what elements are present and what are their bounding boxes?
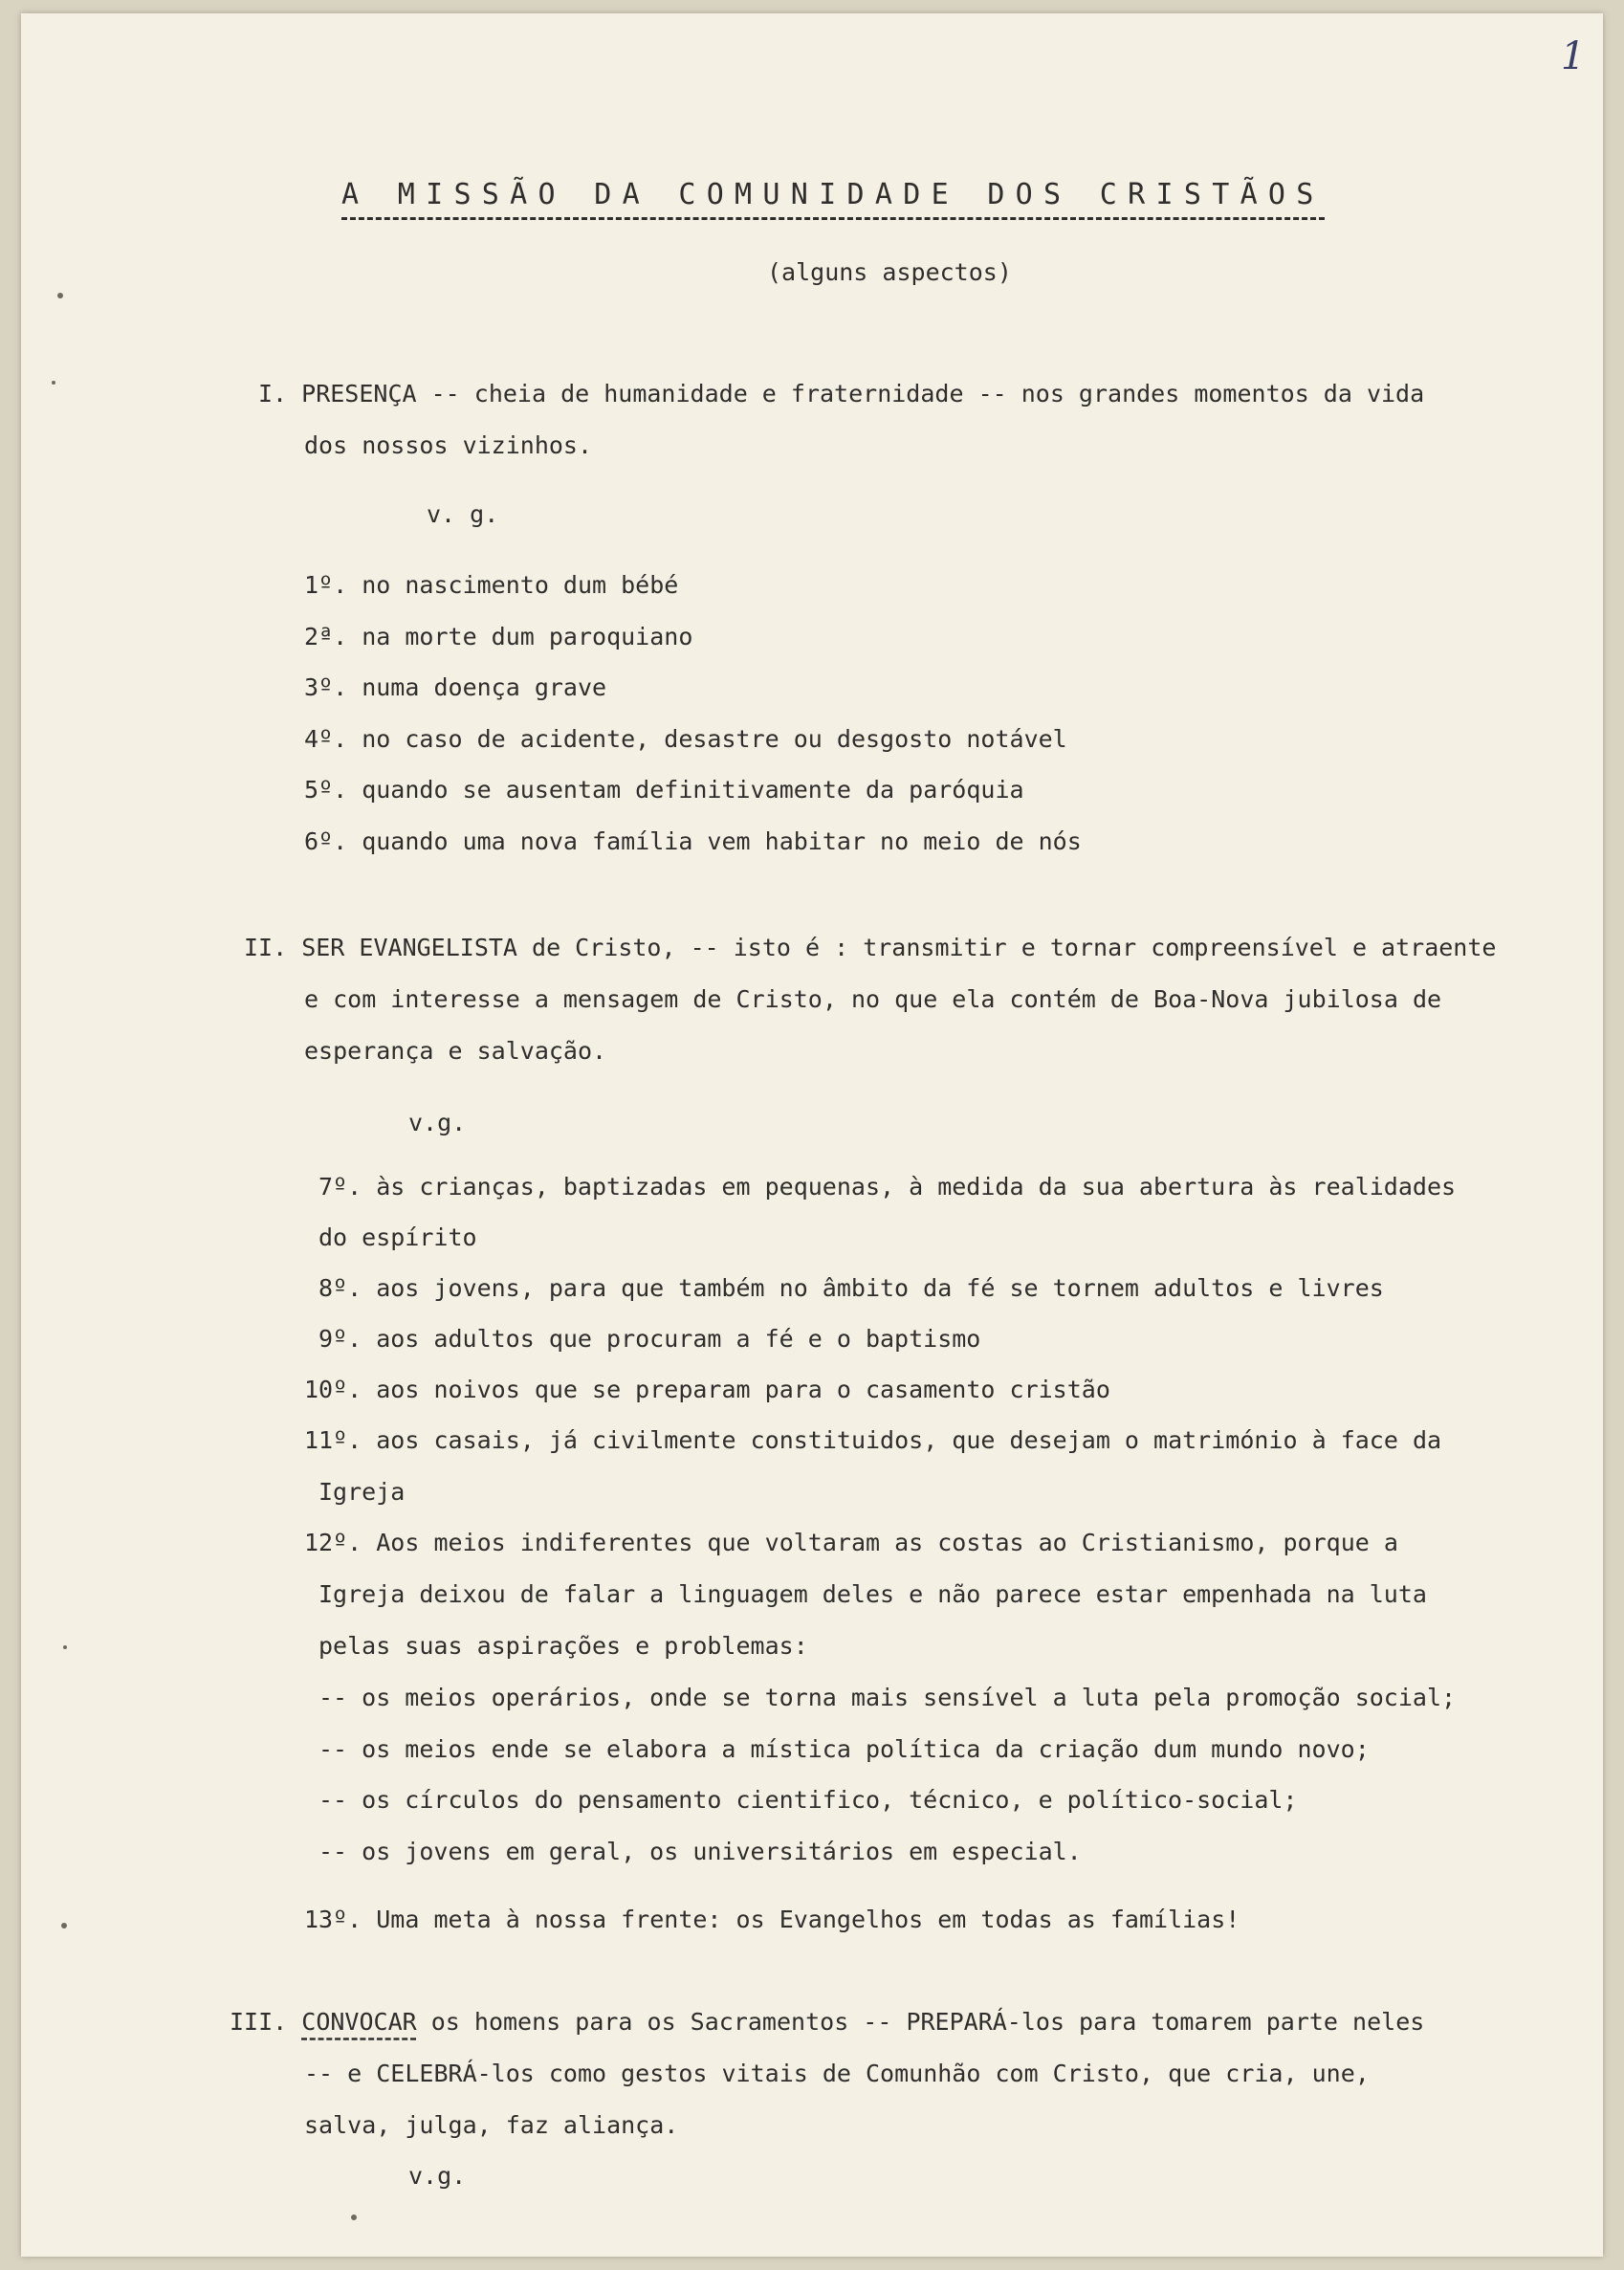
list-item: 6º. quando uma nova família vem habitar no meio de nós	[304, 827, 1082, 855]
list-item: 5º. quando se ausentam definitivamente da paróquia	[304, 776, 1024, 804]
section-1-vg: v. g.	[427, 500, 499, 528]
list-item: 12º. Aos meios indiferentes que voltaram as costas ao Cristianismo, porque a	[304, 1529, 1398, 1556]
section-3-vg: v.g.	[408, 2162, 467, 2190]
section-3-heading-rest: os homens para os Sacramentos -- PREPARÁ-los para tomarem parte neles	[416, 2008, 1425, 2036]
list-item: 11º. aos casais, já civilmente constituidos, que desejam o matrimónio à face da	[304, 1426, 1442, 1454]
paper-spot	[52, 381, 55, 385]
list-item-cont: do espírito	[318, 1223, 477, 1251]
paper-spot	[57, 293, 63, 298]
section-3-numeral: III.	[230, 2008, 288, 2036]
list-item: 10º. aos noivos que se preparam para o casamento cristão	[304, 1376, 1110, 1403]
section-3-heading-cont: salva, julga, faz aliança.	[304, 2111, 679, 2139]
section-2-vg: v.g.	[408, 1109, 467, 1136]
list-item: 4º. no caso de acidente, desastre ou desgosto notável	[304, 725, 1067, 753]
section-3-heading	[230, 2008, 1424, 2037]
list-item-cont: pelas suas aspirações e problemas:	[318, 1632, 808, 1660]
dash-item: -- os meios ende se elabora a mística política da criação dum mundo novo;	[318, 1735, 1370, 1763]
dash-item: -- os círculos do pensamento cientifico, técnico, e político-social;	[318, 1786, 1298, 1814]
document-page	[21, 13, 1603, 2257]
list-item: 9º. aos adultos que procuram a fé e o baptismo	[318, 1325, 981, 1353]
list-item: 2ª. na morte dum paroquiano	[304, 623, 693, 650]
list-item: 7º. às crianças, baptizadas em pequenas, à medida da sua abertura às realidades	[318, 1173, 1457, 1201]
list-item-cont: Igreja deixou de falar a linguagem deles e não parece estar empenhada na luta	[318, 1580, 1427, 1608]
section-3-keyword: CONVOCAR	[301, 2008, 417, 2036]
list-item: 13º. Uma meta à nossa frente: os Evangelhos em todas as famílias!	[304, 1906, 1240, 1933]
section-2-heading-cont: e com interesse a mensagem de Cristo, no que ela contém de Boa-Nova jubilosa de	[304, 985, 1442, 1013]
list-item-cont: Igreja	[318, 1478, 406, 1506]
section-1-heading: I. PRESENÇA -- cheia de humanidade e fraternidade -- nos grandes momentos da vida	[258, 380, 1425, 408]
list-item: 8º. aos jovens, para que também no âmbito da fé se tornem adultos e livres	[318, 1274, 1384, 1302]
list-item: 3º. numa doença grave	[304, 673, 607, 701]
section-1-heading-cont: dos nossos vizinhos.	[304, 431, 593, 459]
dash-item: -- os meios operários, onde se torna mais sensível a luta pela promoção social;	[318, 1684, 1457, 1711]
dash-item: -- os jovens em geral, os universitários em especial.	[318, 1838, 1082, 1865]
section-2-heading: II. SER EVANGELISTA de Cristo, -- isto é : transmitir e tornar compreensível e atraente	[244, 934, 1497, 961]
list-item: 1º. no nascimento dum bébé	[304, 571, 679, 599]
section-3-heading-cont: -- e CELEBRÁ-los como gestos vitais de Comunhão com Cristo, que cria, une,	[304, 2060, 1370, 2087]
document-subtitle: (alguns aspectos)	[767, 258, 1012, 286]
paper-spot	[61, 1923, 67, 1928]
document-title: A MISSÃO DA COMUNIDADE DOS CRISTÃOS	[341, 178, 1325, 220]
section-2-heading-cont: esperança e salvação.	[304, 1037, 607, 1065]
paper-spot	[63, 1645, 67, 1649]
page-number: 1	[1561, 34, 1586, 78]
paper-spot	[351, 2215, 357, 2220]
